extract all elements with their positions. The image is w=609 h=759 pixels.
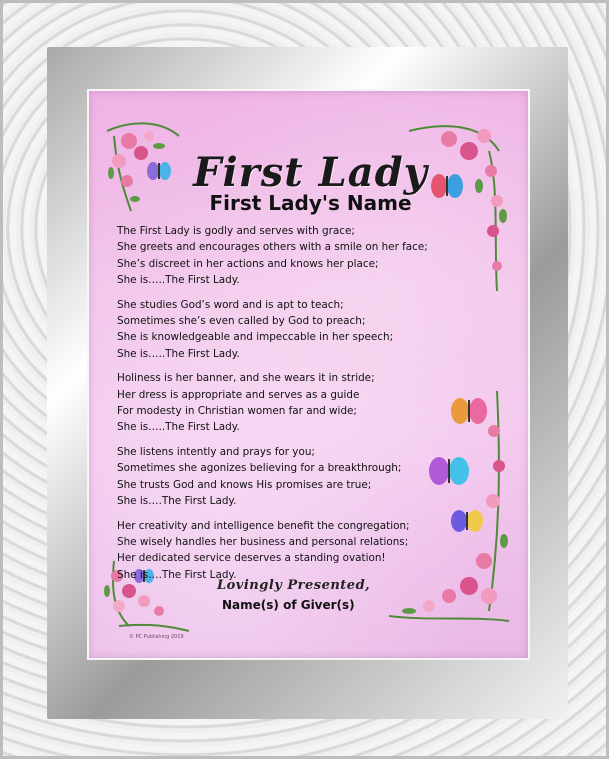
poem-line: Holiness is her banner, and she wears it in stride;	[117, 372, 375, 385]
poem-line: She is….The First Lady.	[117, 495, 237, 508]
stanza	[117, 223, 447, 289]
poem-line: She is…..The First Lady.	[117, 274, 240, 287]
poem-line: For modesty in Christian women far and wide;	[117, 405, 357, 418]
poem-line: She is…..The First Lady.	[117, 421, 240, 434]
poem-line: She is…..The First Lady.	[117, 347, 240, 360]
stanza	[117, 444, 447, 510]
honoree-name: First Lady's Name	[209, 191, 412, 215]
pink-mat	[87, 89, 530, 660]
poem-line: Sometimes she’s even called by God to preach;	[117, 315, 366, 328]
poem-line: Sometimes she agonizes believing for a breakthrough;	[117, 462, 402, 475]
poem-line: She wisely handles her business and personal relations;	[117, 535, 409, 548]
butterfly-icon	[451, 398, 487, 424]
stanza	[117, 518, 447, 584]
poem-line: She is knowledgeable and impeccable in her speech;	[117, 331, 394, 344]
poem-line: The First Lady is godly and serves with grace;	[117, 225, 355, 237]
givers-name: Name(s) of Giver(s)	[222, 598, 355, 612]
stanza	[117, 297, 447, 363]
poem-line: She trusts God and knows His promises are true;	[117, 478, 372, 491]
poem-line: Her creativity and intelligence benefit the congregation;	[117, 519, 410, 532]
poem	[117, 223, 447, 591]
poem-line: She studies God’s word and is apt to teach;	[117, 298, 344, 311]
page-title: First Lady	[193, 149, 428, 196]
butterfly-icon	[451, 510, 483, 532]
poem-line: She’s discreet in her actions and knows her place;	[117, 257, 379, 270]
copyright-notice: © PC Publishing 2019	[129, 634, 184, 640]
poem-line: Her dress is appropriate and serves as a guide	[117, 388, 360, 401]
stanza	[117, 370, 447, 436]
presented-by-label: Lovingly Presented,	[217, 578, 371, 593]
poem-line: Her dedicated service deserves a standing ovation!	[117, 552, 386, 565]
poem-line: She greets and encourages others with a smile on her face;	[117, 241, 428, 254]
poem-line: She is….The First Lady.	[117, 568, 237, 581]
poem-line: She listens intently and prays for you;	[117, 445, 315, 458]
